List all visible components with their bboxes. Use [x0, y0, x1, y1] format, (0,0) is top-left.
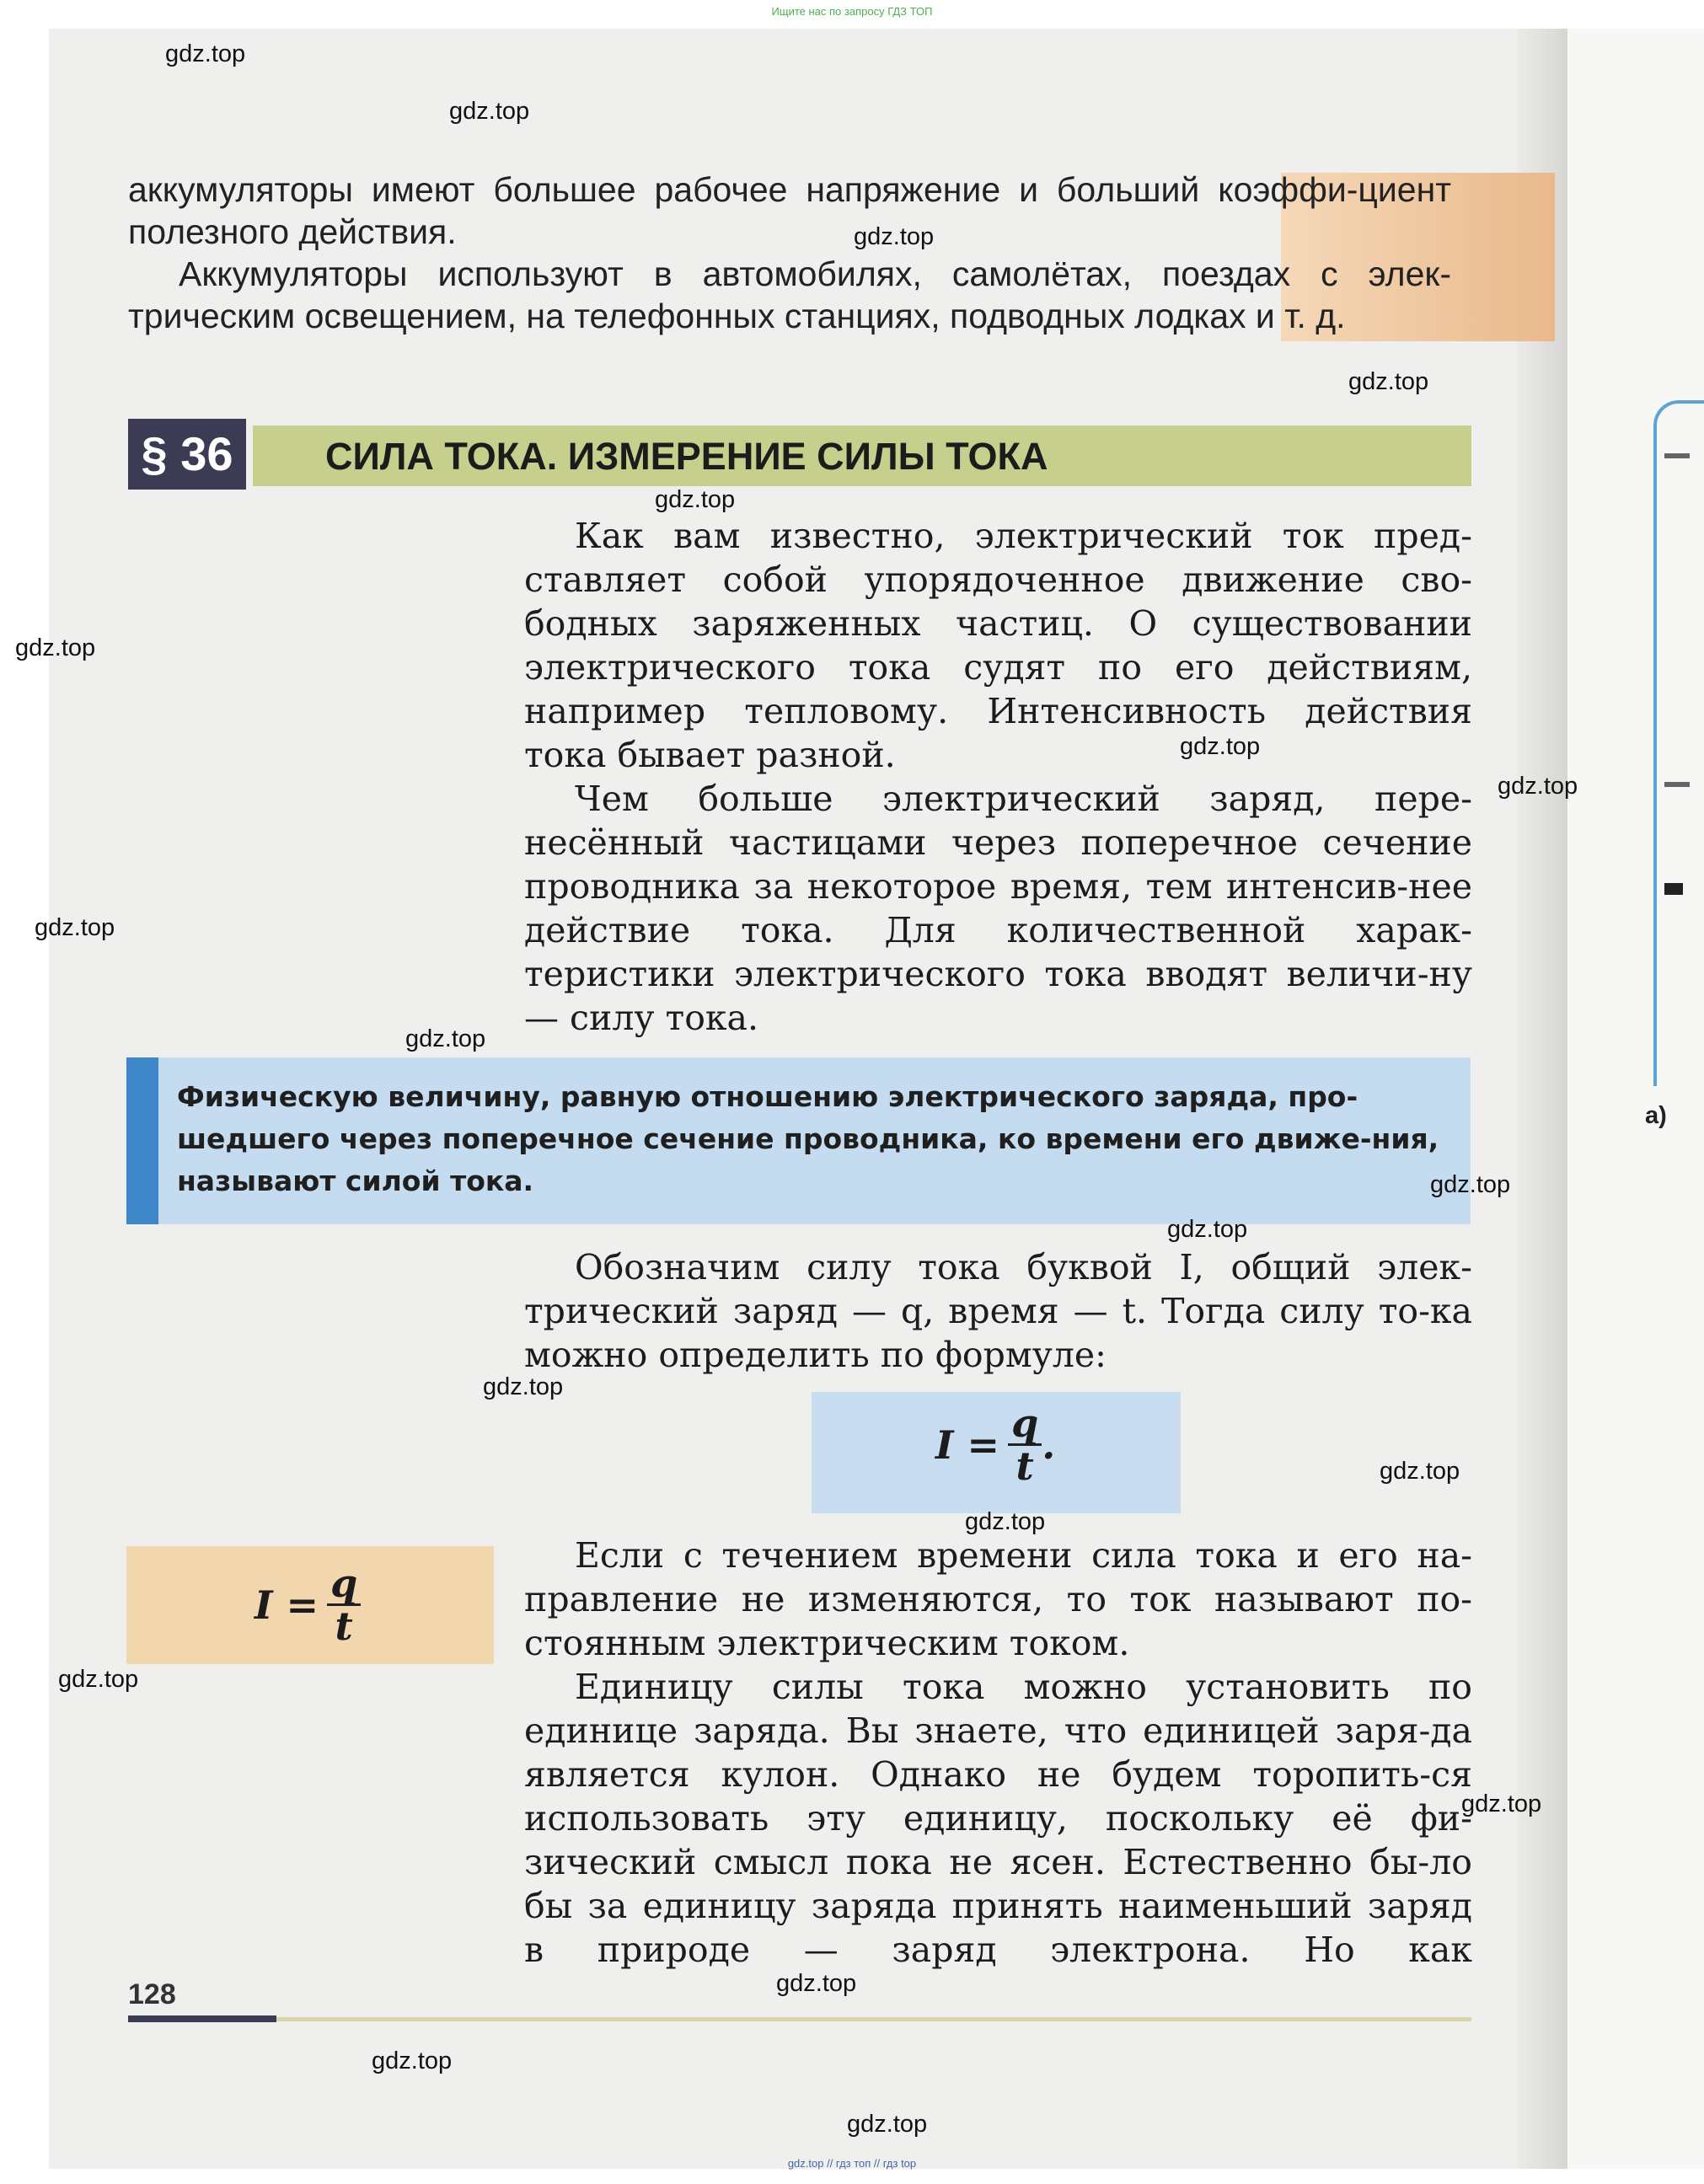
body-paragraph: Единицу силы тока можно установить по единице заряда. Вы знаете, что единицей заря-да является кулон. Однако не будем торопить-ся использовать эту единицу, поскольку её фи-зический смысл пока не ясен. Естественно бы-ло бы за единицу заряда принять наименьший заряд в природе — заряд электрона. Но как — [524, 1667, 1472, 1970]
formula-fraction — [327, 1560, 361, 1649]
section-title: СИЛА ТОКА. ИЗМЕРЕНИЕ СИЛЫ ТОКА — [325, 435, 1048, 478]
watermark: gdz.top — [35, 914, 115, 941]
watermark: gdz.top — [1430, 1171, 1511, 1198]
formula-lhs: I = — [255, 1582, 319, 1628]
page-gutter — [1517, 29, 1567, 2169]
text-block — [524, 1534, 1472, 1972]
footer-accent — [128, 2015, 276, 2022]
footer-rule — [276, 2017, 1471, 2021]
watermark: gdz.top — [1167, 1216, 1248, 1243]
definition-text: Физическую величину, равную отношению электрического заряда, про-шедшего через поперечное сечение проводника, ко времени его движе-ния, называют силой тока. — [177, 1080, 1439, 1197]
figure-label: а) — [1645, 1102, 1667, 1129]
intro-paragraph: Аккумуляторы используют в автомобилях, самолётах, поездах с элек-трическим освещением, на телефонных станциях, подводных лодках и т. д. — [128, 254, 1451, 335]
text-block — [524, 1245, 1472, 1377]
watermark: gdz.top — [1348, 368, 1429, 395]
watermark: gdz.top — [165, 40, 246, 67]
watermark: gdz.top — [15, 634, 96, 661]
formula-numerator: q — [1008, 1403, 1042, 1446]
next-page-edge — [1567, 29, 1704, 2169]
section-number: § 36 — [128, 419, 246, 490]
watermark: gdz.top — [655, 486, 736, 513]
watermark: gdz.top — [854, 223, 935, 250]
formula — [935, 1400, 1056, 1489]
watermark: gdz.top — [58, 1666, 139, 1693]
bottom-banner[interactable]: gdz.top // гдз топ // гдз top — [787, 2157, 917, 2170]
figure-terminal-icon — [1664, 453, 1690, 458]
formula-denominator: t — [1015, 1443, 1034, 1489]
figure-terminal-icon — [1664, 782, 1690, 787]
intro-paragraph: аккумуляторы имеют большее рабочее напряжение и больший коэффи-циент полезного действия. — [128, 170, 1451, 251]
formula-period: . — [1042, 1421, 1056, 1468]
body-paragraph: Чем больше электрический заряд, пере-несённый частицами через поперечное сечение проводника за некоторое время, тем интенсив-нее действие тока. Для количественной харак-теристики электрического тока вводят величи-ну — силу тока. — [524, 779, 1472, 1038]
formula-lhs: I = — [935, 1421, 1000, 1468]
definition-stripe — [126, 1057, 158, 1224]
formula-fraction — [1008, 1400, 1042, 1489]
formula-denominator: t — [335, 1603, 353, 1649]
figure-circuit-wire — [1653, 400, 1704, 1086]
watermark: gdz.top — [483, 1373, 564, 1400]
watermark: gdz.top — [1380, 1458, 1460, 1485]
text-block — [524, 514, 1472, 1040]
watermark: gdz.top — [1498, 773, 1578, 800]
watermark: gdz.top — [1461, 1791, 1542, 1817]
body-paragraph: Как вам известно, электрический ток пред-ставляет собой упорядоченное движение сво-бодных заряженных частиц. О существовании электрического тока судят по его действиям, например тепловому. Интенсивность действия тока бывает разной. — [524, 516, 1472, 775]
watermark: gdz.top — [1180, 733, 1261, 760]
top-banner[interactable]: Ищите нас по запросу ГДЗ ТОП — [771, 5, 933, 18]
formula-numerator: q — [327, 1563, 361, 1606]
watermark: gdz.top — [776, 1970, 857, 1997]
figure-switch-icon — [1664, 883, 1683, 895]
margin-formula — [255, 1560, 361, 1649]
page-number: 128 — [128, 1978, 176, 2010]
watermark: gdz.top — [847, 2111, 928, 2138]
watermark: gdz.top — [372, 2048, 453, 2074]
body-paragraph: Если с течением времени сила тока и его на-правление не изменяются, то ток называют по-стоянным электрическим током. — [524, 1535, 1472, 1663]
watermark: gdz.top — [449, 98, 530, 125]
body-paragraph: Обозначим силу тока буквой I, общий элек-трический заряд — q, время — t. Тогда силу то-ка можно определить по формуле: — [524, 1247, 1472, 1375]
watermark: gdz.top — [405, 1025, 486, 1052]
watermark: gdz.top — [965, 1508, 1046, 1535]
intro-text — [128, 169, 1451, 337]
